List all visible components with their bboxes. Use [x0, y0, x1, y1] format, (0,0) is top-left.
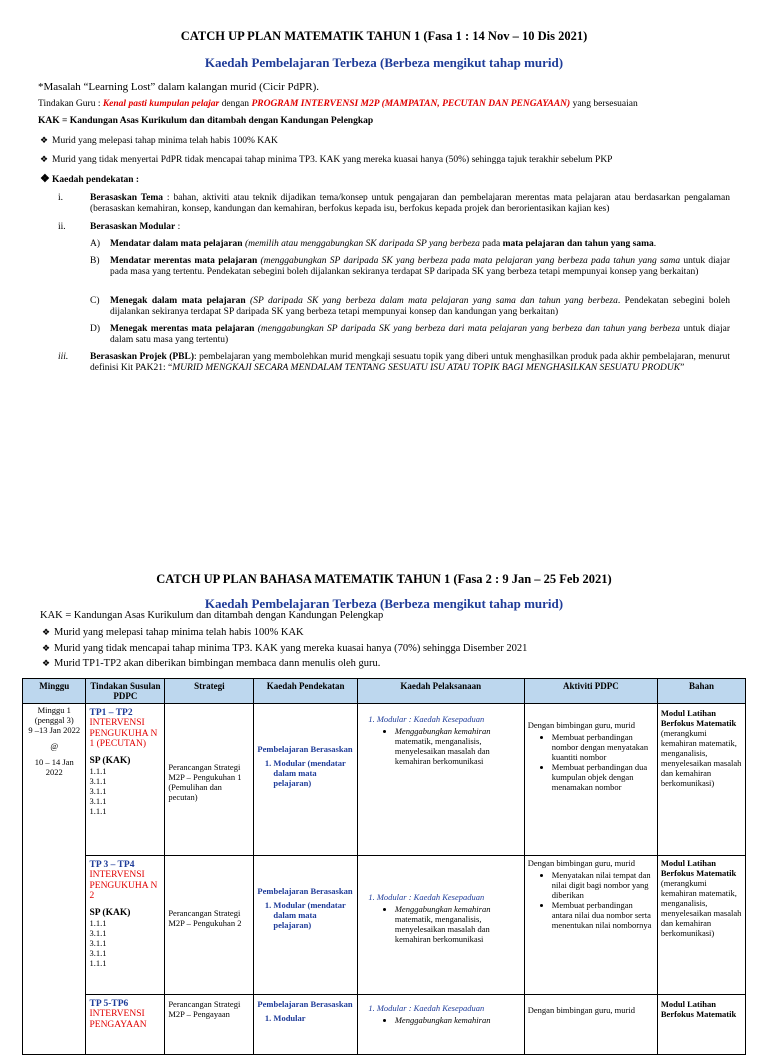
item-iii-italic: MURID MENGKAJI SECARA MENDALAM TENTANG SESUATU ISU ATAU TOPIK BAGI MENGHASILKAN SESUATU PRODUK — [172, 363, 681, 373]
tindakan-red2: PROGRAM INTERVENSI M2P (MAMPATAN, PECUTAN DAN PENGAYAAN) — [251, 99, 571, 109]
fasa1-bullet2 — [40, 154, 740, 166]
header-kaedah-pelaksanaan: Kaedah Pelaksanaan — [357, 679, 524, 704]
pelaksanaan-item — [377, 892, 521, 944]
bahan-cell — [657, 704, 745, 856]
kaedah-pendekatan-cell — [254, 995, 357, 1055]
pelaksanaan-item — [377, 714, 521, 766]
item-i-label: i. — [58, 193, 64, 203]
fasa2-bullet1 — [42, 626, 304, 639]
item-ii-label: ii. — [58, 222, 66, 232]
pelaksanaan-list — [361, 1003, 521, 1025]
bahan-bold: Modul Latihan Berfokus Matematik — [660, 999, 737, 1019]
sp-code: 3.1.1 — [89, 947, 107, 958]
pelaksanaan-sublist — [377, 726, 521, 766]
item-A-bold2: mata pelajaran dan tahun yang sama — [502, 239, 654, 249]
modular-list — [257, 758, 353, 788]
item-C-bold: Menegak dalam mata pelajaran — [110, 296, 246, 306]
bahan-bold: Modul Latihan Berfokus Matematik — [660, 708, 737, 728]
item-B-text: untuk diajar pada masa yang tertentu. Pendekatan sebegini boleh dijalankan sekiranya terdapat SP daripada SK yang berbeza tetapi mempunyai konsep yang berkaitan) — [110, 256, 730, 277]
modular-list — [257, 1013, 353, 1023]
item-A-italic: (memilih atau menggabungkan SK daripada SP yang berbeza — [242, 239, 480, 249]
kaedah-pelaksanaan-cell — [357, 856, 524, 995]
sp-code: 1.1.1 — [89, 917, 107, 928]
pelaksanaan-subitem — [395, 726, 521, 766]
item-C-text: . Pendekatan sebegini boleh dijalankan sekiranya terdapat SP daripada SK yang berbeza tetapi mempunyai konsep dan kandungan yang berkaitan) — [110, 296, 730, 317]
aktiviti-cell: Dengan bimbingan guru, murid — [524, 995, 657, 1055]
tindakan-prefix: Tindakan Guru : — [38, 99, 103, 109]
pelaksanaan-item — [377, 1003, 521, 1025]
sp-code: 3.1.1 — [89, 795, 107, 806]
pelaksanaan-title: Modular : Kaedah Kesepaduan — [376, 892, 485, 902]
header-kaedah-pendekatan: Kaedah Pendekatan — [254, 679, 357, 704]
tp-label: TP1 – TP2 — [89, 708, 133, 718]
pelaksanaan-italic: Menggabungkan kemahiran — [394, 904, 491, 914]
kak-definition: KAK = Kandungan Asas Kurikulum dan ditambah dengan Kandungan Pelengkap — [38, 116, 374, 126]
item-iii — [90, 352, 730, 374]
catch-up-plan-table — [22, 678, 746, 1055]
kaedah-pendekatan-cell — [254, 704, 357, 856]
diamond-bullet-icon: ❖ — [42, 658, 51, 668]
pelaksanaan-italic: Menggabungkan kemahiran — [394, 726, 491, 736]
item-C — [110, 296, 730, 318]
aktiviti-cell — [524, 704, 657, 856]
item-iii-bold: Berasaskan Projek (PBL) — [90, 352, 195, 362]
tindakan-red1: Kenal pasti kumpulan pelajar — [102, 99, 220, 109]
kaedah-pendekatan-label: Pembelajaran Berasaskan — [257, 999, 353, 1009]
header-bahan: Bahan — [657, 679, 745, 704]
minggu-date1: 9 –13 Jan 2022 — [28, 725, 81, 735]
aktiviti-item: • Menyatakan nilai tempat dan nilai digit bagi nombor yang diberikan — [552, 870, 654, 900]
tindakan-cell — [86, 995, 165, 1055]
intervensi-label: INTERVENSI PENGAYAAN — [89, 1009, 147, 1030]
table-row — [23, 856, 746, 995]
pelaksanaan-italic: Menggabungkan kemahiran — [394, 1015, 491, 1025]
fasa2-bullet3 — [42, 657, 380, 670]
bahan-cell — [657, 995, 745, 1055]
item-A-label: A) — [90, 239, 101, 249]
diamond-bullet-icon: ❖ — [40, 173, 50, 185]
intervensi-label: INTERVENSI PENGUKUHA N 2 — [89, 870, 158, 901]
item-D-italic: (menggabungkan SP daripada SK yang berbeza dari mata pelajaran yang berbeza dan tahun yang berbeza — [254, 324, 681, 334]
pelaksanaan-subitem — [395, 1015, 521, 1025]
strategi-cell: Perancangan Strategi M2P – Pengukuhan 1 (Pemulihan dan pecutan) — [165, 704, 254, 856]
aktiviti-item: • Membuat perbandingan dua kumpulan objek dengan menamakan nombor — [552, 762, 654, 792]
fasa2-bullet2-text: Murid yang tidak mencapai tahap minima TP3. KAK yang mereka kuasai hanya (70%) sehingga Disember 2021 — [54, 643, 528, 654]
item-D — [110, 324, 730, 346]
diamond-bullet-icon: ❖ — [42, 643, 51, 653]
fasa1-bullet2-text: Murid yang tidak menyertai PdPR tidak mencapai tahap minima TP3. KAK yang mereka kuasai hanya (50%) sehingga tajuk terakhir sebelum PKP — [52, 155, 613, 165]
kaedah-pendekatan-cell — [254, 856, 357, 995]
pelaksanaan-subitem — [395, 904, 521, 944]
pelaksanaan-title: Modular : Kaedah Kesepaduan — [376, 1003, 485, 1013]
aktiviti-intro: Dengan bimbingan guru, murid — [527, 858, 635, 868]
item-i — [90, 193, 730, 215]
aktiviti-intro: Dengan bimbingan guru, murid — [527, 720, 635, 730]
pelaksanaan-title: Modular : Kaedah Kesepaduan — [376, 714, 485, 724]
item-D-label: D) — [90, 324, 101, 334]
pelaksanaan-sublist — [377, 1015, 521, 1025]
aktiviti-list — [528, 732, 654, 792]
sp-label: SP (KAK) — [89, 907, 131, 918]
modular-list — [257, 900, 353, 930]
kaedah-pendekatan-label: Pembelajaran Berasaskan — [257, 886, 353, 896]
intervensi-label: INTERVENSI PENGUKUHA N 1 (PECUTAN) — [89, 718, 158, 749]
item-ii — [90, 222, 180, 233]
item-B — [110, 256, 730, 278]
tindakan-mid: dengan — [219, 99, 252, 109]
minggu-date2: 10 – 14 Jan 2022 — [34, 757, 74, 777]
item-i-text: : bahan, aktiviti atau teknik dijadikan tema/konsep untuk pengajaran dan pembelajaran merentas mata pelajaran atau berdasarkan pengalaman (berasaskan kemahiran, konsep, kandungan dan kemahiran, berfokus kepada isu, berfokus kepada projek dan berorientasikan kajian kes) — [90, 193, 731, 214]
tindakan-suffix: yang bersesuaian — [570, 99, 638, 109]
fasa2-bullet2 — [42, 642, 527, 655]
pelaksanaan-list — [361, 892, 521, 944]
item-B-italic: (menggabungkan SP daripada SK yang berbeza pada mata pelajaran yang berbeza pada tahun yang sama — [257, 256, 681, 266]
pelaksanaan-text: matematik, menganalisis, menyelesaikan masalah dan kemahiran berkomunikasi — [394, 736, 490, 766]
pelaksanaan-sublist — [377, 904, 521, 944]
item-A-end: . — [653, 239, 657, 249]
item-iii-text: : pembelajaran yang membolehkan murid mengkaji sesuatu topik yang diberi untuk menghasilkan produk pada akhir pembelajaran, menurut definisi Kit PAK21: “ — [90, 352, 730, 373]
minggu-at: @ — [50, 741, 59, 751]
kaedah-heading-text: Kaedah pendekatan : — [52, 175, 140, 185]
pelaksanaan-text: matematik, menganalisis, menyelesaikan masalah dan kemahiran berkomunikasi — [394, 914, 490, 944]
item-i-bold: Berasaskan Tema — [90, 193, 164, 203]
strategi-cell: Perancangan Strategi M2P – Pengukuhan 2 — [165, 856, 254, 995]
masalah-text: *Masalah “Learning Lost” dalam kalangan murid (Cicir PdPR). — [38, 81, 320, 93]
sp-code: 1.1.1 — [89, 957, 107, 968]
fasa2-title: CATCH UP PLAN BAHASA MATEMATIK TAHUN 1 (Fasa 2 : 9 Jan – 25 Feb 2021) — [156, 572, 612, 586]
item-ii-text: : — [175, 222, 181, 232]
sp-code: 3.1.1 — [89, 937, 107, 948]
aktiviti-item: • Membuat perbandingan nombor dengan menyatakan kuantiti nombor — [552, 732, 654, 762]
sp-code: 1.1.1 — [89, 805, 107, 816]
fasa1-bullet1-text: Murid yang melepasi tahap minima telah habis 100% KAK — [52, 136, 278, 146]
diamond-bullet-icon: ❖ — [40, 135, 49, 145]
fasa2-kak: KAK = Kandungan Asas Kurikulum dan ditambah dengan Kandungan Pelengkap — [40, 610, 384, 621]
pelaksanaan-list — [361, 714, 521, 766]
tindakan-cell — [86, 856, 165, 995]
fasa1-subtitle: Kaedah Pembelajaran Terbeza (Berbeza mengikut tahap murid) — [204, 55, 564, 70]
item-A-bold1: Mendatar dalam mata pelajaran — [110, 239, 243, 249]
fasa2-bullet1-text: Murid yang melepasi tahap minima telah habis 100% KAK — [54, 627, 304, 638]
item-B-bold: Mendatar merentas mata pelajaran — [110, 256, 258, 266]
sp-code: 3.1.1 — [89, 775, 107, 786]
sp-code: 1.1.1 — [89, 765, 107, 776]
modular-item: 1. Modular — [273, 1013, 353, 1023]
kaedah-heading — [40, 174, 139, 186]
modular-item: 1. Modular (mendatar dalam mata pelajaran) — [273, 758, 353, 788]
aktiviti-cell — [524, 856, 657, 995]
bahan-bold: Modul Latihan Berfokus Matematik — [660, 858, 737, 878]
fasa2-subtitle: Kaedah Pembelajaran Terbeza (Berbeza mengikut tahap murid) — [204, 596, 564, 611]
tindakan-cell — [86, 704, 165, 856]
tindakan-guru — [38, 99, 738, 110]
minggu-label: Minggu 1 (penggal 3) — [34, 705, 74, 725]
item-ii-bold: Berasaskan Modular — [90, 222, 176, 232]
table-header-row — [23, 679, 746, 704]
item-A-mid: pada — [479, 239, 503, 249]
item-iii-label: iii. — [58, 352, 69, 362]
diamond-bullet-icon: ❖ — [42, 627, 51, 637]
kaedah-pelaksanaan-cell — [357, 995, 524, 1055]
kaedah-pendekatan-label: Pembelajaran Berasaskan — [257, 744, 353, 754]
kaedah-pelaksanaan-cell — [357, 704, 524, 856]
bahan-text: (merangkumi kemahiran matematik, menganalisis, menyelesaikan masalah dan kemahiran berkomunikasi) — [660, 878, 742, 938]
fasa1-bullet1 — [40, 135, 740, 147]
item-iii-end: ” — [680, 363, 685, 373]
table-row — [23, 704, 746, 856]
aktiviti-item: • Membuat perbandingan antara nilai dua nombor serta menentukan nilai nombornya — [552, 900, 654, 930]
tp-label: TP 5-TP6 — [89, 999, 129, 1009]
minggu-cell — [23, 704, 86, 1055]
fasa2-bullet3-text: Murid TP1-TP2 akan diberikan bimbingan membaca dann menulis oleh guru. — [54, 658, 381, 669]
item-D-bold: Menegak merentas mata pelajaran — [110, 324, 255, 334]
item-C-italic: (SP daripada SK yang berbeza dalam mata pelajaran yang sama dan tahun yang berbeza — [245, 296, 618, 306]
item-C-label: C) — [90, 296, 100, 306]
item-D-text: untuk diajar dalam satu masa yang tertentu) — [110, 324, 731, 345]
strategi-cell: Perancangan Strategi M2P – Pengayaan — [165, 995, 254, 1055]
item-B-label: B) — [90, 256, 100, 266]
table-row — [23, 995, 746, 1055]
modular-item: 1. Modular (mendatar dalam mata pelajaran) — [273, 900, 353, 930]
item-A — [110, 239, 730, 250]
sp-code: 3.1.1 — [89, 927, 107, 938]
header-tindakan: Tindakan Susulan PDPC — [86, 679, 165, 704]
header-strategi: Strategi — [165, 679, 254, 704]
fasa1-title: CATCH UP PLAN MATEMATIK TAHUN 1 (Fasa 1 : 14 Nov – 10 Dis 2021) — [180, 29, 588, 43]
aktiviti-list — [528, 870, 654, 930]
header-aktiviti: Aktiviti PDPC — [524, 679, 657, 704]
bahan-cell — [657, 856, 745, 995]
sp-label: SP (KAK) — [89, 755, 131, 766]
bahan-text: (merangkumi kemahiran matematik, menganalisis, menyelesaikan masalah dan kemahiran berkomunikasi) — [660, 728, 742, 788]
header-minggu: Minggu — [23, 679, 86, 704]
sp-code: 3.1.1 — [89, 785, 107, 796]
diamond-bullet-icon: ❖ — [40, 154, 49, 164]
tp-label: TP 3 – TP4 — [89, 860, 135, 870]
